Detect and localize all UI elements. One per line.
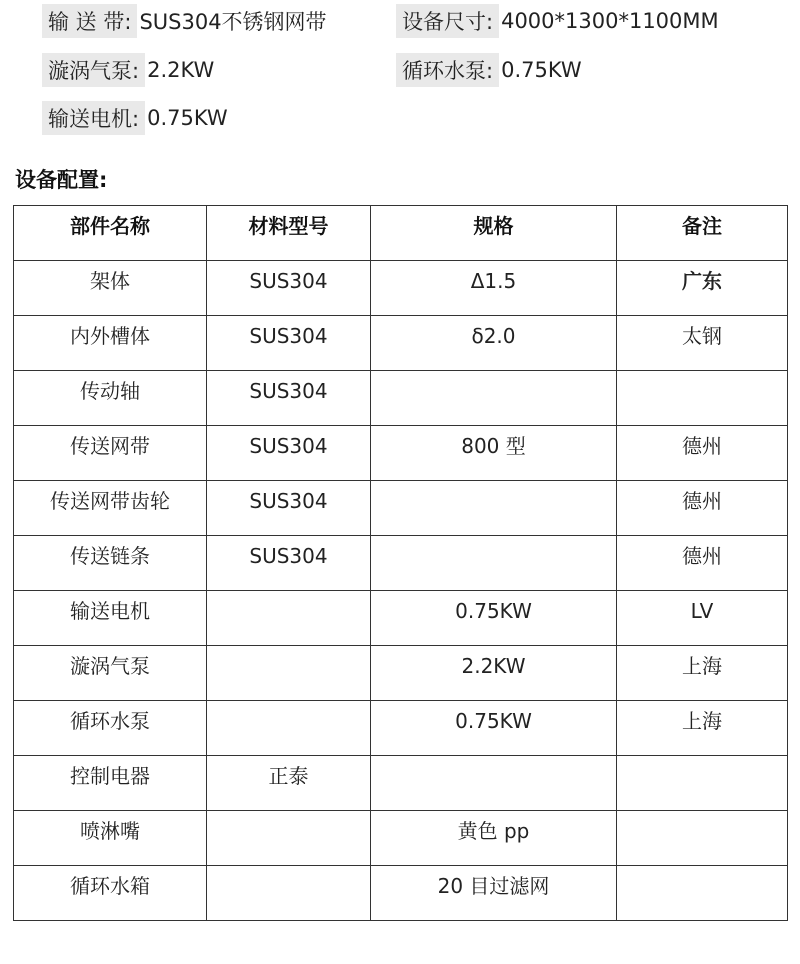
cell-remark: 德州: [617, 481, 788, 536]
cell-part: 喷淋嘴: [14, 811, 207, 866]
cell-part: 漩涡气泵: [14, 646, 207, 701]
header-material: 材料型号: [207, 206, 371, 261]
cell-spec: 800 型: [371, 426, 617, 481]
cell-part: 架体: [14, 261, 207, 316]
cell-remark: 广东: [617, 261, 788, 316]
table-row: [14, 701, 788, 756]
header-remark: 备注: [617, 206, 788, 261]
spec-size: [396, 4, 719, 38]
cell-material: [207, 866, 371, 921]
cell-part: 传动轴: [14, 371, 207, 426]
spec-vortex-pump: [42, 53, 214, 87]
table-row: [14, 756, 788, 811]
cell-material: SUS304: [207, 316, 371, 371]
section-title: 设备配置:: [15, 168, 108, 192]
header-part-name: 部件名称: [14, 206, 207, 261]
spec-motor: [42, 101, 228, 135]
cell-remark: 上海: [617, 646, 788, 701]
spec-motor-value: 0.75KW: [147, 106, 228, 130]
cell-part: 内外槽体: [14, 316, 207, 371]
cell-spec: [371, 371, 617, 426]
spec-motor-label: 输送电机:: [42, 101, 145, 135]
cell-spec: δ2.0: [371, 316, 617, 371]
cell-remark: 德州: [617, 426, 788, 481]
cell-remark: 德州: [617, 536, 788, 591]
table-row: [14, 426, 788, 481]
cell-remark: [617, 756, 788, 811]
spec-vortex-label: 漩涡气泵:: [42, 53, 145, 87]
table-row: [14, 811, 788, 866]
table-row: [14, 536, 788, 591]
cell-part: 控制电器: [14, 756, 207, 811]
table-row: [14, 261, 788, 316]
table-row: [14, 371, 788, 426]
cell-spec: [371, 481, 617, 536]
cell-part: 传送链条: [14, 536, 207, 591]
table-row: [14, 316, 788, 371]
cell-material: SUS304: [207, 371, 371, 426]
cell-remark: 太钢: [617, 316, 788, 371]
cell-material: [207, 811, 371, 866]
cell-remark: [617, 866, 788, 921]
spec-conveyor-value: SUS304不锈钢网带: [139, 10, 327, 34]
table-header-row: [14, 206, 788, 261]
spec-conveyor-label: 输 送 带:: [42, 4, 137, 38]
cell-part: 循环水箱: [14, 866, 207, 921]
cell-material: SUS304: [207, 536, 371, 591]
cell-part: 传送网带: [14, 426, 207, 481]
cell-part: 传送网带齿轮: [14, 481, 207, 536]
spec-circ-label: 循环水泵:: [396, 53, 499, 87]
spec-circ-value: 0.75KW: [501, 58, 582, 82]
cell-material: [207, 646, 371, 701]
cell-spec: Δ1.5: [371, 261, 617, 316]
cell-remark: LV: [617, 591, 788, 646]
config-table: [13, 205, 788, 921]
table-row: [14, 866, 788, 921]
table-row: [14, 646, 788, 701]
cell-part: 循环水泵: [14, 701, 207, 756]
cell-material: [207, 591, 371, 646]
spec-size-label: 设备尺寸:: [396, 4, 499, 38]
cell-material: SUS304: [207, 481, 371, 536]
cell-part: 输送电机: [14, 591, 207, 646]
spec-circulation-pump: [396, 53, 582, 87]
spec-conveyor: [42, 4, 327, 38]
cell-material: [207, 701, 371, 756]
cell-spec: [371, 536, 617, 591]
cell-spec: 2.2KW: [371, 646, 617, 701]
cell-spec: 黄色 pp: [371, 811, 617, 866]
cell-remark: [617, 811, 788, 866]
cell-material: SUS304: [207, 426, 371, 481]
cell-spec: 20 目过滤网: [371, 866, 617, 921]
cell-spec: 0.75KW: [371, 591, 617, 646]
cell-spec: [371, 756, 617, 811]
spec-vortex-value: 2.2KW: [147, 58, 215, 82]
cell-material: SUS304: [207, 261, 371, 316]
cell-material: 正泰: [207, 756, 371, 811]
table-row: [14, 481, 788, 536]
cell-remark: [617, 371, 788, 426]
table-row: [14, 591, 788, 646]
header-spec: 规格: [371, 206, 617, 261]
cell-spec: 0.75KW: [371, 701, 617, 756]
spec-size-value: 4000*1300*1100MM: [501, 9, 719, 33]
cell-remark: 上海: [617, 701, 788, 756]
